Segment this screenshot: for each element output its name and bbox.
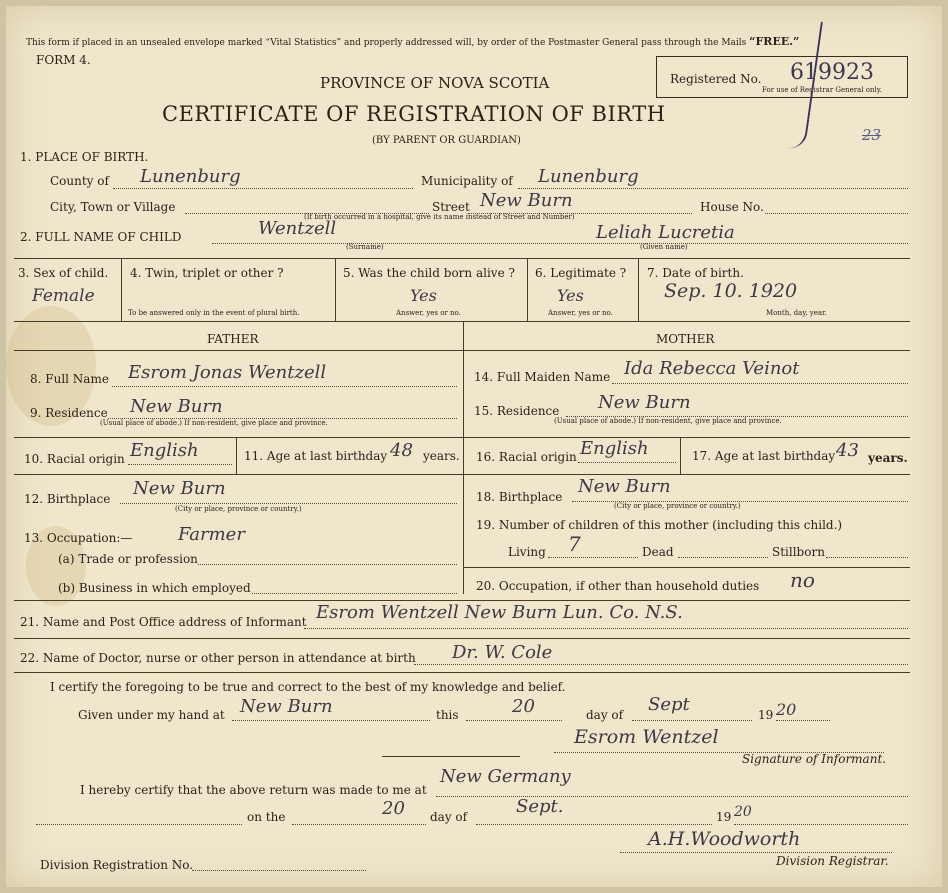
- dead-label: Dead: [642, 545, 674, 559]
- mother-residence-label: 15. Residence: [474, 404, 560, 418]
- mother-age-value: 43: [836, 440, 859, 461]
- given-day-line: [466, 720, 562, 721]
- stillborn-label: Stillborn: [772, 545, 825, 559]
- birth-date-label: 7. Date of birth.: [647, 266, 744, 280]
- document-subtitle: (BY PARENT OR GUARDIAN): [372, 135, 521, 146]
- return-left-line: [36, 824, 242, 825]
- given-day-value: 20: [512, 696, 535, 717]
- informant-top-border: [14, 600, 910, 601]
- row3-divider: [121, 258, 122, 321]
- father-racial-label: 10. Racial origin: [24, 452, 125, 466]
- alive-value: Yes: [410, 286, 437, 305]
- legitimate-note: Answer, yes or no.: [548, 309, 613, 317]
- house-line: [765, 213, 908, 214]
- division-registration-line: [192, 870, 366, 871]
- informant-value: Esrom Wentzell New Burn Lun. Co. N.S.: [316, 602, 683, 623]
- business-line: [252, 593, 457, 594]
- doctor-top-border: [14, 638, 910, 639]
- registrar-use-note: For use of Registrar General only.: [762, 86, 882, 94]
- dead-line: [678, 557, 768, 558]
- father-heading: FATHER: [207, 332, 259, 346]
- given-year-line: [776, 720, 830, 721]
- division-registration-label: Division Registration No.: [40, 858, 194, 872]
- parents-center-divider: [463, 321, 464, 594]
- mother-heading: MOTHER: [656, 332, 715, 346]
- on-the-label: on the: [247, 810, 286, 824]
- trade-label: (a) Trade or profession: [58, 552, 198, 566]
- children-count-label: 19. Number of children of this mother (including this child.): [476, 518, 843, 532]
- municipality-label: Municipality of: [421, 174, 513, 188]
- father-occupation-value: Farmer: [178, 524, 245, 545]
- house-label: House No.: [700, 200, 764, 214]
- given-month-line: [632, 720, 752, 721]
- mother-name-value: Ida Rebecca Veinot: [624, 358, 800, 379]
- sex-value: Female: [32, 286, 95, 306]
- father-residence-label: 9. Residence: [30, 406, 108, 420]
- return-month-line: [476, 824, 712, 825]
- father-occupation-label: 13. Occupation:—: [24, 531, 133, 545]
- certify-statement: I certify the foregoing to be true and correct to the best of my knowledge and belief.: [50, 680, 566, 694]
- birth-date-value: Sep. 10. 1920: [664, 280, 798, 302]
- given-year-prefix: 19: [758, 708, 774, 722]
- business-label: (b) Business in which employed: [58, 581, 251, 595]
- return-year-value: 20: [734, 804, 752, 820]
- return-statement: I hereby certify that the above return was made to me at: [80, 783, 427, 797]
- father-years-label: years.: [423, 449, 460, 463]
- parents-row-border: [14, 437, 910, 438]
- legitimate-value: Yes: [557, 286, 584, 305]
- county-label: County of: [50, 174, 109, 188]
- birth-date-note: Month, day, year.: [766, 309, 827, 317]
- certification-top-border: [14, 672, 910, 673]
- child-surname: Wentzell: [258, 218, 337, 239]
- parents-header-border: [14, 350, 910, 351]
- street-value: New Burn: [480, 190, 573, 211]
- row3-divider: [527, 258, 528, 321]
- father-name-value: Esrom Jonas Wentzell: [128, 362, 327, 383]
- given-place-value: New Burn: [240, 696, 333, 717]
- mother-years-label: years.: [868, 451, 908, 465]
- father-name-label: 8. Full Name: [30, 372, 109, 386]
- street-label: Street: [432, 200, 470, 214]
- informant-line: [304, 628, 908, 629]
- mother-racial-value: English: [580, 438, 649, 459]
- form-number: FORM 4.: [36, 53, 91, 67]
- child-given-name: Leliah Lucretia: [596, 222, 735, 243]
- father-birthplace-note: (City or place, province or country.): [175, 505, 302, 513]
- mother-abode-note: (Usual place of abode.) If non-resident, give place and province.: [554, 417, 782, 425]
- registrar-caption: Division Registrar.: [776, 854, 889, 868]
- place-of-birth-heading: 1. PLACE OF BIRTH.: [20, 150, 149, 164]
- blank-signature-line: [382, 756, 520, 757]
- mother-row-border: [463, 567, 910, 568]
- stillborn-line: [826, 557, 908, 558]
- registrar-signature: A.H.Woodworth: [648, 828, 801, 850]
- given-day-of-label: day of: [586, 708, 624, 722]
- doctor-value: Dr. W. Cole: [452, 642, 553, 663]
- mother-residence-value: New Burn: [598, 392, 691, 413]
- father-age-label: 11. Age at last birthday: [244, 449, 388, 463]
- province-heading: PROVINCE OF NOVA SCOTIA: [320, 74, 550, 92]
- return-year-line: [734, 824, 908, 825]
- municipality-line: [518, 188, 908, 189]
- mother-racial-line: [578, 462, 676, 463]
- document-title: CERTIFICATE OF REGISTRATION OF BIRTH: [162, 102, 666, 126]
- postal-notice: This form if placed in an unsealed envelope marked “Vital Statistics” and properly addressed will, by order of the Postmaster General pass through the Mails “FREE.”: [26, 35, 800, 48]
- mother-occupation-value: no: [790, 568, 815, 592]
- child-name-line: [212, 243, 908, 244]
- trade-line: [198, 564, 457, 565]
- mother-birthplace-note: (City or place, province or country.): [614, 502, 741, 510]
- row3-divider: [638, 258, 639, 321]
- father-birthplace-value: New Burn: [133, 478, 226, 499]
- mother-name-line: [612, 383, 908, 384]
- given-name-caption: (Given name): [640, 243, 688, 251]
- parents-row-border: [14, 474, 910, 475]
- return-day-of-label: day of: [430, 810, 468, 824]
- alive-label: 5. Was the child born alive ?: [343, 266, 515, 280]
- registered-number: 619923: [790, 60, 874, 85]
- mother-racial-label: 16. Racial origin: [476, 450, 577, 464]
- father-birthplace-label: 12. Birthplace: [24, 492, 111, 506]
- mother-birthplace-label: 18. Birthplace: [476, 490, 563, 504]
- mother-occupation-label: 20. Occupation, if other than household duties: [476, 579, 760, 593]
- county-value: Lunenburg: [140, 166, 241, 187]
- municipality-value: Lunenburg: [538, 166, 639, 187]
- child-name-label: 2. FULL NAME OF CHILD: [20, 230, 182, 244]
- given-year-value: 20: [776, 700, 797, 719]
- city-label: City, Town or Village: [50, 200, 176, 214]
- father-age-value: 48: [390, 440, 413, 461]
- father-abode-note: (Usual place of abode.) If non-resident, give place and province.: [100, 419, 328, 427]
- return-day-value: 20: [382, 798, 405, 819]
- twin-label: 4. Twin, triplet or other ?: [130, 266, 284, 280]
- doctor-label: 22. Name of Doctor, nurse or other person in attendance at birth: [20, 651, 416, 665]
- row3-top-border: [14, 258, 910, 259]
- mother-name-label: 14. Full Maiden Name: [474, 370, 611, 384]
- mother-birthplace-value: New Burn: [578, 476, 671, 497]
- row3-divider: [335, 258, 336, 321]
- return-place-line: [436, 796, 908, 797]
- twin-note: To be answered only in the event of plural birth.: [128, 309, 300, 317]
- return-year-prefix: 19: [716, 810, 732, 824]
- father-racial-value: English: [130, 440, 199, 461]
- alive-note: Answer, yes or no.: [396, 309, 461, 317]
- father-name-line: [112, 386, 457, 387]
- surname-caption: (Surname): [346, 243, 384, 251]
- informant-label: 21. Name and Post Office address of Informant: [20, 615, 307, 629]
- mother-age-label: 17. Age at last birthday: [692, 449, 836, 463]
- return-day-line: [292, 824, 426, 825]
- corner-mark: 23: [862, 126, 882, 144]
- doctor-line: [414, 664, 908, 665]
- row3-bottom-border: [14, 321, 910, 322]
- registered-label: Registered No.: [670, 72, 762, 86]
- father-residence-value: New Burn: [130, 396, 223, 417]
- return-place-value: New Germany: [440, 766, 571, 787]
- living-value: 7: [568, 532, 581, 556]
- given-label: Given under my hand at: [78, 708, 225, 722]
- given-this-label: this: [436, 708, 459, 722]
- given-month-value: Sept: [648, 694, 690, 715]
- informant-signature: Esrom Wentzel: [574, 726, 719, 748]
- registrar-signature-line: [620, 852, 892, 853]
- given-place-line: [232, 720, 430, 721]
- age-divider: [236, 437, 237, 474]
- hospital-note: (If birth occurred in a hospital, give its name instead of Street and Number): [304, 213, 575, 221]
- living-label: Living: [508, 545, 546, 559]
- county-line: [113, 188, 413, 189]
- living-line: [548, 557, 638, 558]
- sex-label: 3. Sex of child.: [18, 266, 109, 280]
- informant-signature-caption: Signature of Informant.: [742, 752, 887, 766]
- father-racial-line: [128, 464, 232, 465]
- father-birthplace-line: [120, 503, 457, 504]
- age-divider: [680, 437, 681, 474]
- return-month-value: Sept.: [516, 796, 564, 817]
- legitimate-label: 6. Legitimate ?: [535, 266, 627, 280]
